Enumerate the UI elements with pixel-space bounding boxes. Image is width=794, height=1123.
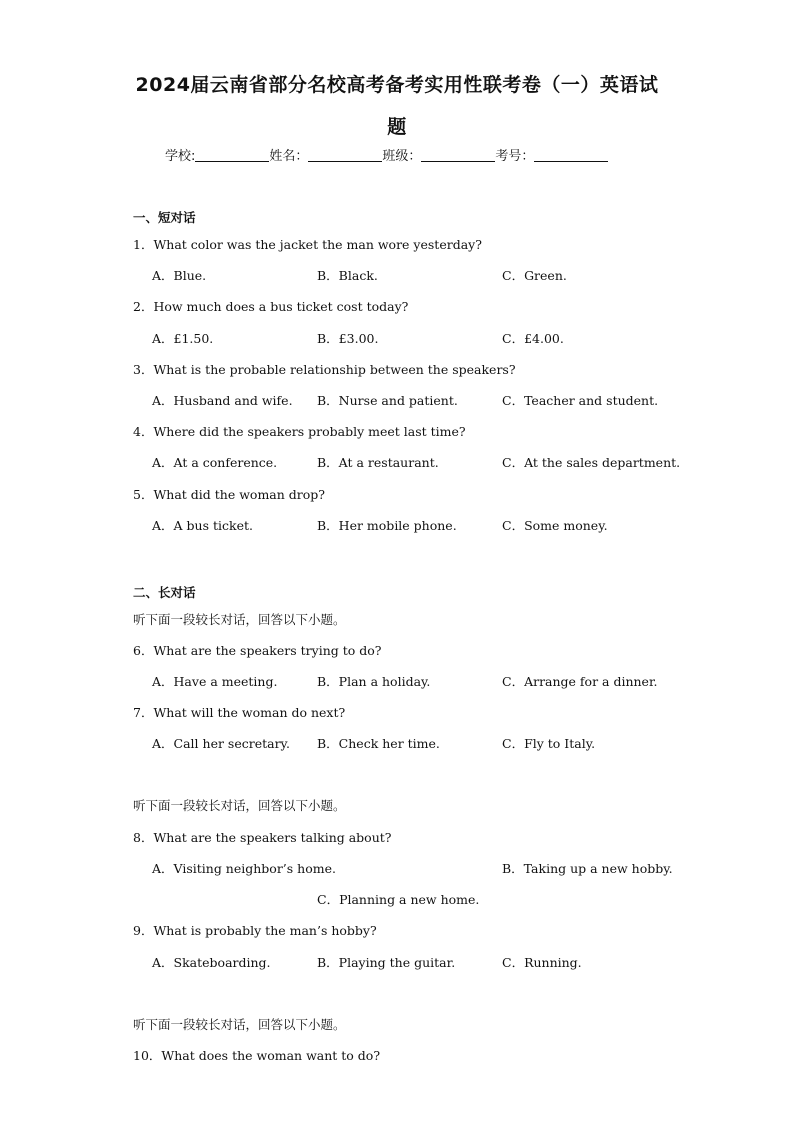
name-label: 姓名： <box>269 149 309 164</box>
question-7-option-a: A．Call her secretary. <box>152 736 290 751</box>
question-5-stem: 5．What did the woman drop? <box>133 487 325 502</box>
question-5-option-a: A．A bus ticket. <box>152 518 253 533</box>
dialogue-intro-2: 听下面一段较长对话，回答以下小题。 <box>133 798 346 813</box>
school-label: 学校: <box>165 149 196 164</box>
dialogue-intro-1: 听下面一段较长对话，回答以下小题。 <box>133 612 346 627</box>
section-heading-short-dialogues: 一、短对话 <box>133 210 196 225</box>
question-7-option-c: C．Fly to Italy. <box>502 736 596 751</box>
question-1-option-c: C．Green. <box>502 268 567 283</box>
question-6-option-a: A．Have a meeting. <box>152 674 278 689</box>
question-2-option-b: B．£3.00. <box>317 331 379 346</box>
exam-title-line-1: 2024届云南省部分名校高考备考实用性联考卷（一）英语试 <box>135 74 659 96</box>
name-blank <box>308 149 382 162</box>
question-1-stem: 1．What color was the jacket the man wore yesterday? <box>133 237 482 252</box>
question-7-option-b: B．Check her time. <box>317 736 440 751</box>
question-9-option-a: A．Skateboarding. <box>152 955 271 970</box>
question-8-option-b: B．Taking up a new hobby. <box>502 861 673 876</box>
question-6-option-b: B．Plan a holiday. <box>317 674 431 689</box>
class-label: 班级： <box>382 149 422 164</box>
exam-number-blank <box>534 149 608 162</box>
dialogue-intro-3: 听下面一段较长对话，回答以下小题。 <box>133 1017 346 1032</box>
question-1-option-b: B．Black. <box>317 268 378 283</box>
question-9-option-c: C．Running. <box>502 955 582 970</box>
section-heading-long-dialogues: 二、长对话 <box>133 585 196 600</box>
question-4-option-c: C．At the sales department. <box>502 455 681 470</box>
question-6-option-c: C．Arrange for a dinner. <box>502 674 658 689</box>
question-3-option-b: B．Nurse and patient. <box>317 393 458 408</box>
question-8-option-a: A．Visiting neighbor’s home. <box>152 861 336 876</box>
exam-title-line-2: 题 <box>387 116 407 138</box>
question-8-option-c: C．Planning a new home. <box>317 892 480 907</box>
question-8-stem: 8．What are the speakers talking about? <box>133 830 392 845</box>
question-3-option-a: A．Husband and wife. <box>152 393 293 408</box>
class-blank <box>421 149 495 162</box>
school-blank <box>195 149 269 162</box>
question-9-stem: 9．What is probably the man’s hobby? <box>133 923 377 938</box>
question-4-option-b: B．At a restaurant. <box>317 455 439 470</box>
question-10-stem: 10．What does the woman want to do? <box>133 1048 381 1063</box>
exam-number-label: 考号： <box>495 149 535 164</box>
question-4-option-a: A．At a conference. <box>152 455 278 470</box>
question-9-option-b: B．Playing the guitar. <box>317 955 456 970</box>
question-5-option-b: B．Her mobile phone. <box>317 518 457 533</box>
question-6-stem: 6．What are the speakers trying to do? <box>133 643 382 658</box>
question-3-stem: 3．What is the probable relationship between the speakers? <box>133 362 516 377</box>
question-3-option-c: C．Teacher and student. <box>502 393 659 408</box>
question-2-stem: 2．How much does a bus ticket cost today? <box>133 299 409 314</box>
question-7-stem: 7．What will the woman do next? <box>133 705 346 720</box>
question-2-option-c: C．£4.00. <box>502 331 564 346</box>
question-5-option-c: C．Some money. <box>502 518 608 533</box>
question-1-option-a: A．Blue. <box>152 268 207 283</box>
student-info-row <box>165 145 608 164</box>
question-2-option-a: A．£1.50. <box>152 331 214 346</box>
question-4-stem: 4．Where did the speakers probably meet last time? <box>133 424 466 439</box>
